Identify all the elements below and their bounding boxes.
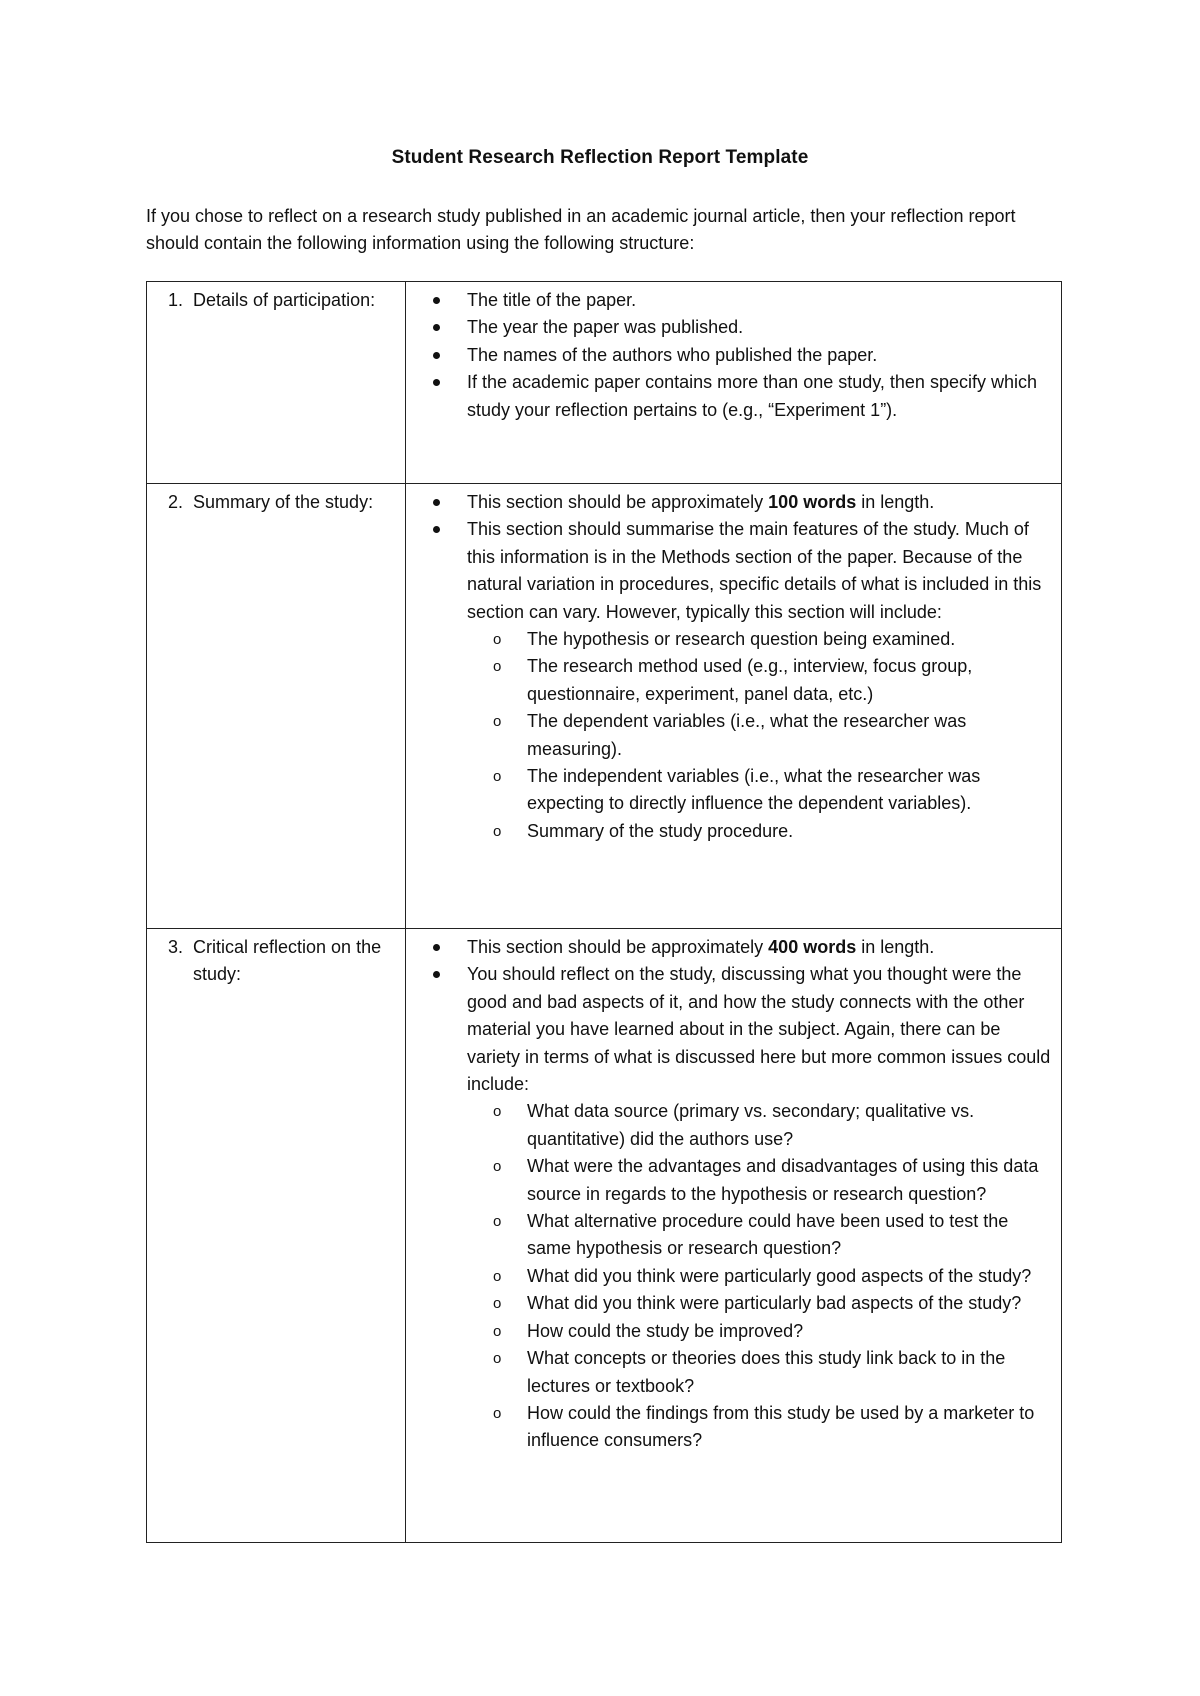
sub-bullet-list <box>467 626 1053 845</box>
word-count-emphasis: 100 words <box>768 492 857 512</box>
section-label: Summary of the study: <box>193 492 374 512</box>
bullet-item: The year the paper was published. <box>467 314 1053 341</box>
sub-bullet-item: o The research method used (e.g., interview, focus group, questionnaire, experiment, panel data, etc.) <box>493 656 973 704</box>
sub-bullet-item: o The independent variables (i.e., what the researcher was expecting to directly influence the dependent variables). <box>493 766 981 814</box>
document-title: Student Research Reflection Report Template <box>391 147 809 168</box>
section-heading-cell <box>147 484 406 929</box>
section-content-cell <box>406 484 1062 929</box>
bullet-list <box>414 934 1053 1455</box>
word-count-emphasis: 400 words <box>768 937 857 957</box>
sub-bullet-item: o How could the study be improved? <box>493 1320 804 1341</box>
sub-bullet-item: o How could the findings from this study be used by a marketer to influence consumers? <box>493 1402 1035 1451</box>
section-number: 1. <box>167 290 183 310</box>
bullet-item: The title of the paper. <box>467 287 1053 314</box>
section-number: 3. <box>167 937 183 957</box>
bullet-list <box>414 287 1053 424</box>
section-label: Details of participation: <box>193 290 376 310</box>
table-row <box>147 929 1062 1543</box>
section-content-cell <box>406 929 1062 1543</box>
sub-bullet-item: o What did you think were particularly bad aspects of the study? <box>493 1293 1022 1314</box>
sub-bullet-item: o What data source (primary vs. secondary; qualitative vs. quantitative) did the authors use? <box>493 1101 975 1149</box>
section-number: 2. <box>167 492 183 512</box>
bullet-item: This section should be approximately 100 words in length. <box>467 489 1053 516</box>
section-heading-cell <box>147 929 406 1543</box>
sub-bullet-item: o What did you think were particularly good aspects of the study? <box>493 1265 1032 1286</box>
section-label: Critical reflection on the study: <box>193 937 382 985</box>
sub-bullet-item: o Summary of the study procedure. <box>493 820 794 841</box>
bullet-list <box>414 489 1053 845</box>
sub-bullet-item: o What concepts or theories does this study link back to in the lectures or textbook? <box>493 1348 1006 1396</box>
sub-bullet-item: o The dependent variables (i.e., what the researcher was measuring). <box>493 711 967 759</box>
structure-table <box>146 281 1062 1543</box>
bullet-item: You should reflect on the study, discussing what you thought were the good and bad aspects of it, and how the study connects with the other material you have learned about in the subject. Again, there can be variety in terms of what is discussed here but more common issues could include: o What data source (primary vs. secondary; qualitative vs. quantitative) did the authors use? o What were the advantages and disadvantages of using this data source in regards to the hypothesis or research question? o What alternative procedure could have been used to test the same hypothesis or research question? o What did you think were particularly good aspects of the study? o What did you think were particularly bad aspects of the study? o How could the study be improved? o What concepts or theories does this study link back to in the lectures or textbook? o How could the findings from this study be used by a marketer to influence consumers? <box>467 961 1053 1454</box>
bullet-item: The names of the authors who published the paper. <box>467 342 1053 369</box>
intro-paragraph: If you chose to reflect on a research study published in an academic journal article, then your reflection report should contain the following information using the following structure: <box>146 206 1016 253</box>
bullet-item: This section should be approximately 400 words in length. <box>467 934 1053 961</box>
bullet-item: If the academic paper contains more than one study, then specify which study your reflection pertains to (e.g., “Experiment 1”). <box>467 369 1053 424</box>
sub-bullet-item: o What were the advantages and disadvantages of using this data source in regards to the hypothesis or research question? <box>493 1156 1039 1204</box>
table-row <box>147 282 1062 484</box>
sub-bullet-list <box>467 1098 1053 1454</box>
section-content-cell <box>406 282 1062 484</box>
sub-bullet-item: o The hypothesis or research question being examined. <box>493 629 956 650</box>
section-heading-cell <box>147 282 406 484</box>
table-row <box>147 484 1062 929</box>
bullet-item: This section should summarise the main features of the study. Much of this information is in the Methods section of the paper. Because of the natural variation in procedures, specific details of what is included in this section can vary. However, typically this section will include: o The hypothesis or research question being examined. o The research method used (e.g., interview, focus group, questionnaire, experiment, panel data, etc.) o The dependent variables (i.e., what the researcher was measuring). o The independent variables (i.e., what the researcher was expecting to directly influence the dependent variables). o Summary of the study procedure. <box>467 516 1053 845</box>
sub-bullet-item: o What alternative procedure could have been used to test the same hypothesis or research question? <box>493 1211 1009 1259</box>
